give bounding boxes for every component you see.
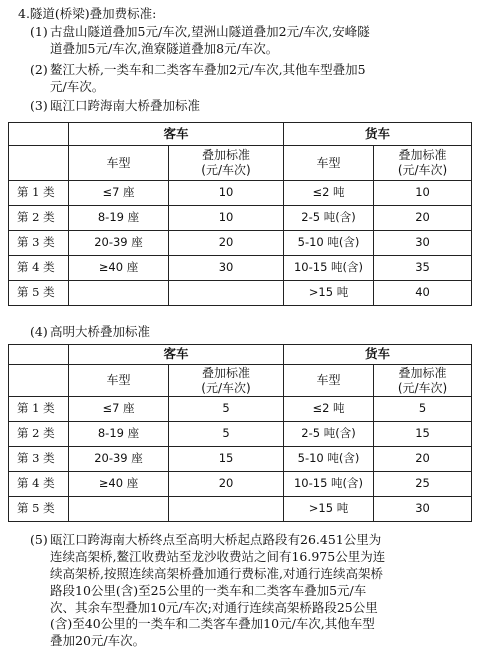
item-number: (3) xyxy=(30,98,48,113)
freight-type-cell: >15 吨 xyxy=(284,281,374,306)
freight-fee-cell: 10 xyxy=(374,181,472,206)
section-title: 4.隧道(桥梁)叠加费标准: xyxy=(18,6,157,21)
column-header-type: 车型 xyxy=(284,365,374,397)
passenger-fee-cell: 10 xyxy=(169,181,284,206)
freight-type-cell: 5-10 吨(含) xyxy=(284,231,374,256)
table-row xyxy=(9,206,472,231)
passenger-type-cell: 8-19 座 xyxy=(69,422,169,447)
freight-group-header: 货车 xyxy=(284,123,472,146)
passenger-group-header: 客车 xyxy=(69,123,284,146)
freight-type-cell: >15 吨 xyxy=(284,497,374,522)
freight-fee-cell: 25 xyxy=(374,472,472,497)
table-row xyxy=(9,281,472,306)
column-header-fee: 叠加标准 (元/车次) xyxy=(374,365,472,397)
table-row xyxy=(9,181,472,206)
class-cell: 第 3 类 xyxy=(9,447,69,472)
passenger-type-cell: 20-39 座 xyxy=(69,447,169,472)
paragraph-line: 续高架桥,按照连续高架桥叠加通行费标准,对通行连续高架桥 xyxy=(50,565,383,581)
paragraph-line: 古盘山隧道叠加5元/车次,望洲山隧道叠加2元/车次,安峰隧 xyxy=(50,24,370,39)
table-row xyxy=(9,472,472,497)
passenger-type-cell: ≤7 座 xyxy=(69,397,169,422)
gaoming-bridge-fee-table xyxy=(8,344,472,522)
paragraph-1 xyxy=(30,24,470,58)
table-row xyxy=(9,256,472,281)
corner-cell xyxy=(9,345,69,365)
freight-type-cell: 10-15 吨(含) xyxy=(284,256,374,281)
freight-fee-cell: 20 xyxy=(374,206,472,231)
oujiang-bridge-fee-table xyxy=(8,122,472,306)
passenger-type-cell: ≤7 座 xyxy=(69,181,169,206)
freight-fee-cell: 20 xyxy=(374,447,472,472)
class-cell: 第 2 类 xyxy=(9,422,69,447)
freight-type-cell: ≤2 吨 xyxy=(284,397,374,422)
table-caption: 高明大桥叠加标准 xyxy=(50,324,151,339)
freight-fee-cell: 35 xyxy=(374,256,472,281)
column-header-fee: 叠加标准 (元/车次) xyxy=(374,146,472,181)
freight-group-header: 货车 xyxy=(284,345,472,365)
class-cell: 第 1 类 xyxy=(9,397,69,422)
paragraph-line: 路段10公里(含)至25公里的一类车和二类客车叠加5元/车 xyxy=(50,582,367,598)
paragraph-3-heading xyxy=(30,98,470,115)
column-header-type: 车型 xyxy=(69,146,169,181)
column-header-type: 车型 xyxy=(284,146,374,181)
item-number: (5) xyxy=(30,532,48,547)
column-header-fee: 叠加标准 (元/车次) xyxy=(169,146,284,181)
table-caption: 瓯江口跨海南大桥叠加标准 xyxy=(50,98,201,113)
table-row xyxy=(9,447,472,472)
class-cell: 第 4 类 xyxy=(9,472,69,497)
paragraph-line: 连续高架桥,鳌江收费站至龙沙收费站之间有16.975公里为连 xyxy=(50,548,386,564)
table-row xyxy=(9,397,472,422)
freight-type-cell: 5-10 吨(含) xyxy=(284,447,374,472)
paragraph-2 xyxy=(30,62,470,96)
passenger-fee-cell: 10 xyxy=(169,206,284,231)
passenger-type-cell: 20-39 座 xyxy=(69,231,169,256)
class-cell: 第 5 类 xyxy=(9,497,69,522)
passenger-fee-cell: 30 xyxy=(169,256,284,281)
freight-fee-cell: 30 xyxy=(374,231,472,256)
class-cell: 第 2 类 xyxy=(9,206,69,231)
freight-fee-cell: 40 xyxy=(374,281,472,306)
corner-cell xyxy=(9,365,69,397)
paragraph-line: (含)至40公里的一类车和二类客车叠加10元/车次,其他车型 xyxy=(50,616,375,632)
corner-cell xyxy=(9,123,69,146)
passenger-type-cell xyxy=(69,497,169,522)
freight-type-cell: 2-5 吨(含) xyxy=(284,422,374,447)
class-cell: 第 4 类 xyxy=(9,256,69,281)
paragraph-line: 鳌江大桥,一类车和二类客车叠加2元/车次,其他车型叠加5 xyxy=(50,62,366,77)
paragraph-line: 道叠加5元/车次,渔寮隧道叠加8元/车次。 xyxy=(50,40,279,56)
passenger-type-cell: ≥40 座 xyxy=(69,472,169,497)
passenger-type-cell xyxy=(69,281,169,306)
passenger-type-cell: ≥40 座 xyxy=(69,256,169,281)
passenger-fee-cell: 5 xyxy=(169,397,284,422)
passenger-type-cell: 8-19 座 xyxy=(69,206,169,231)
paragraph-line: 元/车次。 xyxy=(50,78,105,94)
freight-fee-cell: 30 xyxy=(374,497,472,522)
passenger-group-header: 客车 xyxy=(69,345,284,365)
freight-type-cell: 2-5 吨(含) xyxy=(284,206,374,231)
item-number: (1) xyxy=(30,24,48,39)
passenger-fee-cell: 20 xyxy=(169,231,284,256)
column-header-type: 车型 xyxy=(69,365,169,397)
class-cell: 第 3 类 xyxy=(9,231,69,256)
column-header-fee: 叠加标准 (元/车次) xyxy=(169,365,284,397)
passenger-fee-cell: 20 xyxy=(169,472,284,497)
paragraph-line: 叠加20元/车次。 xyxy=(50,633,146,649)
item-number: (4) xyxy=(30,324,48,339)
freight-type-cell: ≤2 吨 xyxy=(284,181,374,206)
class-cell: 第 1 类 xyxy=(9,181,69,206)
passenger-fee-cell: 5 xyxy=(169,422,284,447)
paragraph-line: 次、其余车型叠加10元/车次;对通行连续高架桥路段25公里 xyxy=(50,599,378,615)
table-row xyxy=(9,422,472,447)
paragraph-line: 瓯江口跨海南大桥终点至高明大桥起点路段有26.451公里为 xyxy=(50,532,382,547)
passenger-fee-cell xyxy=(169,497,284,522)
table-row xyxy=(9,231,472,256)
passenger-fee-cell xyxy=(169,281,284,306)
freight-fee-cell: 15 xyxy=(374,422,472,447)
class-cell: 第 5 类 xyxy=(9,281,69,306)
paragraph-4-heading xyxy=(30,324,470,341)
item-number: (2) xyxy=(30,62,48,77)
freight-type-cell: 10-15 吨(含) xyxy=(284,472,374,497)
paragraph-5 xyxy=(30,532,470,650)
table-row xyxy=(9,497,472,522)
freight-fee-cell: 5 xyxy=(374,397,472,422)
passenger-fee-cell: 15 xyxy=(169,447,284,472)
corner-cell xyxy=(9,146,69,181)
